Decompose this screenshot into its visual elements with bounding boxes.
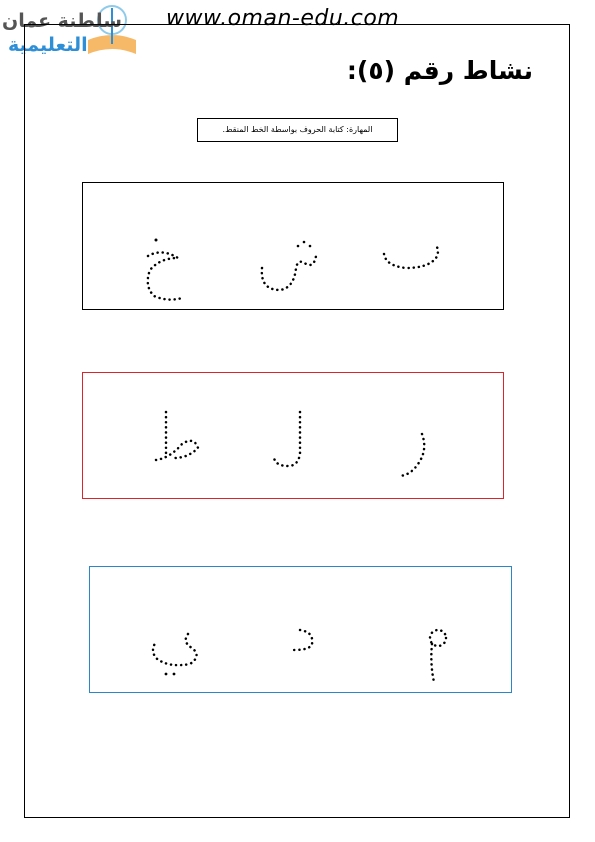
dotted-letter — [148, 404, 218, 474]
logo-line-1: سلطنة عمان — [2, 10, 122, 32]
dotted-letter — [376, 218, 446, 288]
dotted-letter — [404, 624, 474, 694]
dotted-letter — [388, 420, 458, 490]
dotted-letter — [138, 232, 208, 302]
dotted-letter — [254, 228, 324, 298]
dotted-letter — [264, 402, 334, 472]
dotted-letter — [144, 624, 214, 694]
skill-label: المهارة: كتابة الحروف بواسطة الخط المنقط. — [197, 118, 398, 142]
activity-title: نشاط رقم (٥): — [346, 56, 533, 85]
site-url[interactable]: www.oman-edu.com — [166, 6, 400, 31]
logo-line-2: التعليمية — [8, 34, 88, 56]
dotted-letter — [280, 618, 350, 688]
